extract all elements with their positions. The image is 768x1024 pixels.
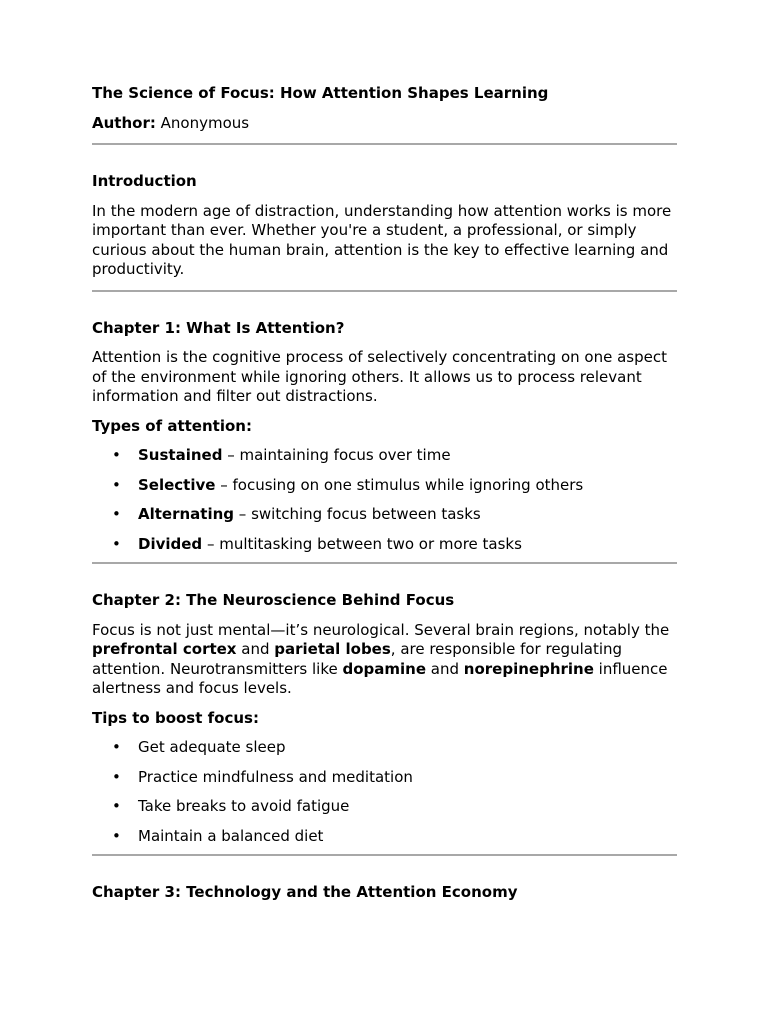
type-description: – switching focus between tasks xyxy=(234,505,481,523)
divider xyxy=(92,143,677,145)
type-term: Sustained xyxy=(138,446,223,464)
term-prefrontal-cortex: prefrontal cortex xyxy=(92,640,237,658)
tip-text: Practice mindfulness and meditation xyxy=(138,767,413,786)
bullet-icon: • xyxy=(112,797,121,815)
attention-types-list xyxy=(92,446,677,554)
bullet-icon: • xyxy=(112,475,121,494)
tip-text: Take breaks to avoid fatigue xyxy=(138,797,350,815)
author-line xyxy=(92,114,677,134)
type-description: – multitasking between two or more tasks xyxy=(202,534,522,553)
author-name: Anonymous xyxy=(160,113,250,132)
chapter3-heading: Chapter 3: Technology and the Attention Economy xyxy=(92,883,518,901)
list-item xyxy=(92,535,677,555)
divider xyxy=(92,854,677,856)
chapter2-heading: Chapter 2: The Neuroscience Behind Focus xyxy=(92,591,455,609)
term-norepinephrine: norepinephrine xyxy=(463,659,594,678)
text-run: and xyxy=(236,640,275,658)
author-label: Author: xyxy=(92,113,156,132)
focus-tips-list xyxy=(92,738,677,846)
type-term: Alternating xyxy=(138,505,235,523)
bullet-icon: • xyxy=(112,505,121,523)
document-page xyxy=(92,84,677,913)
list-item xyxy=(92,446,677,466)
document-title: The Science of Focus: How Attention Shapes Learning xyxy=(92,84,549,102)
tip-text: Get adequate sleep xyxy=(138,738,286,756)
attention-types-heading: Types of attention: xyxy=(92,416,252,435)
list-item xyxy=(92,738,677,758)
bullet-icon: • xyxy=(112,826,121,845)
type-description: – focusing on one stimulus while ignoring others xyxy=(215,475,584,494)
chapter2-text xyxy=(92,621,677,699)
list-item xyxy=(92,827,677,847)
tip-text: Maintain a balanced diet xyxy=(138,826,324,845)
list-item xyxy=(92,476,677,496)
divider xyxy=(92,290,677,292)
term-parietal-lobes: parietal lobes xyxy=(274,640,391,658)
term-dopamine: dopamine xyxy=(342,659,427,678)
introduction-text: In the modern age of distraction, understanding how attention works is more important than ever. Whether you're a student, a professional, or simply curious about the human brain, attention is the key to effective learning and productivity. xyxy=(92,201,672,278)
list-item xyxy=(92,797,677,817)
list-item xyxy=(92,505,677,525)
chapter1-heading: Chapter 1: What Is Attention? xyxy=(92,318,345,337)
type-description: – maintaining focus over time xyxy=(222,446,451,464)
introduction-heading: Introduction xyxy=(92,172,197,190)
text-run: and xyxy=(426,659,464,678)
bullet-icon: • xyxy=(112,446,121,464)
divider xyxy=(92,562,677,564)
bullet-icon: • xyxy=(112,534,121,553)
text-run: Focus is not just mental—it’s neurological. Several brain regions, notably the xyxy=(92,620,670,639)
list-item xyxy=(92,768,677,788)
text-run: , are responsible for regulating attention. Neurotransmitters like xyxy=(92,640,623,678)
chapter1-text: Attention is the cognitive process of selectively concentrating on one aspect of the environment while ignoring others. It allows us to process relevant information and filter out distractions. xyxy=(92,348,667,405)
type-term: Divided xyxy=(138,534,203,553)
focus-tips-heading: Tips to boost focus: xyxy=(92,708,259,727)
type-term: Selective xyxy=(138,475,216,494)
text-run: influence alertness and focus levels. xyxy=(92,659,668,697)
bullet-icon: • xyxy=(112,738,121,756)
bullet-icon: • xyxy=(112,767,121,786)
